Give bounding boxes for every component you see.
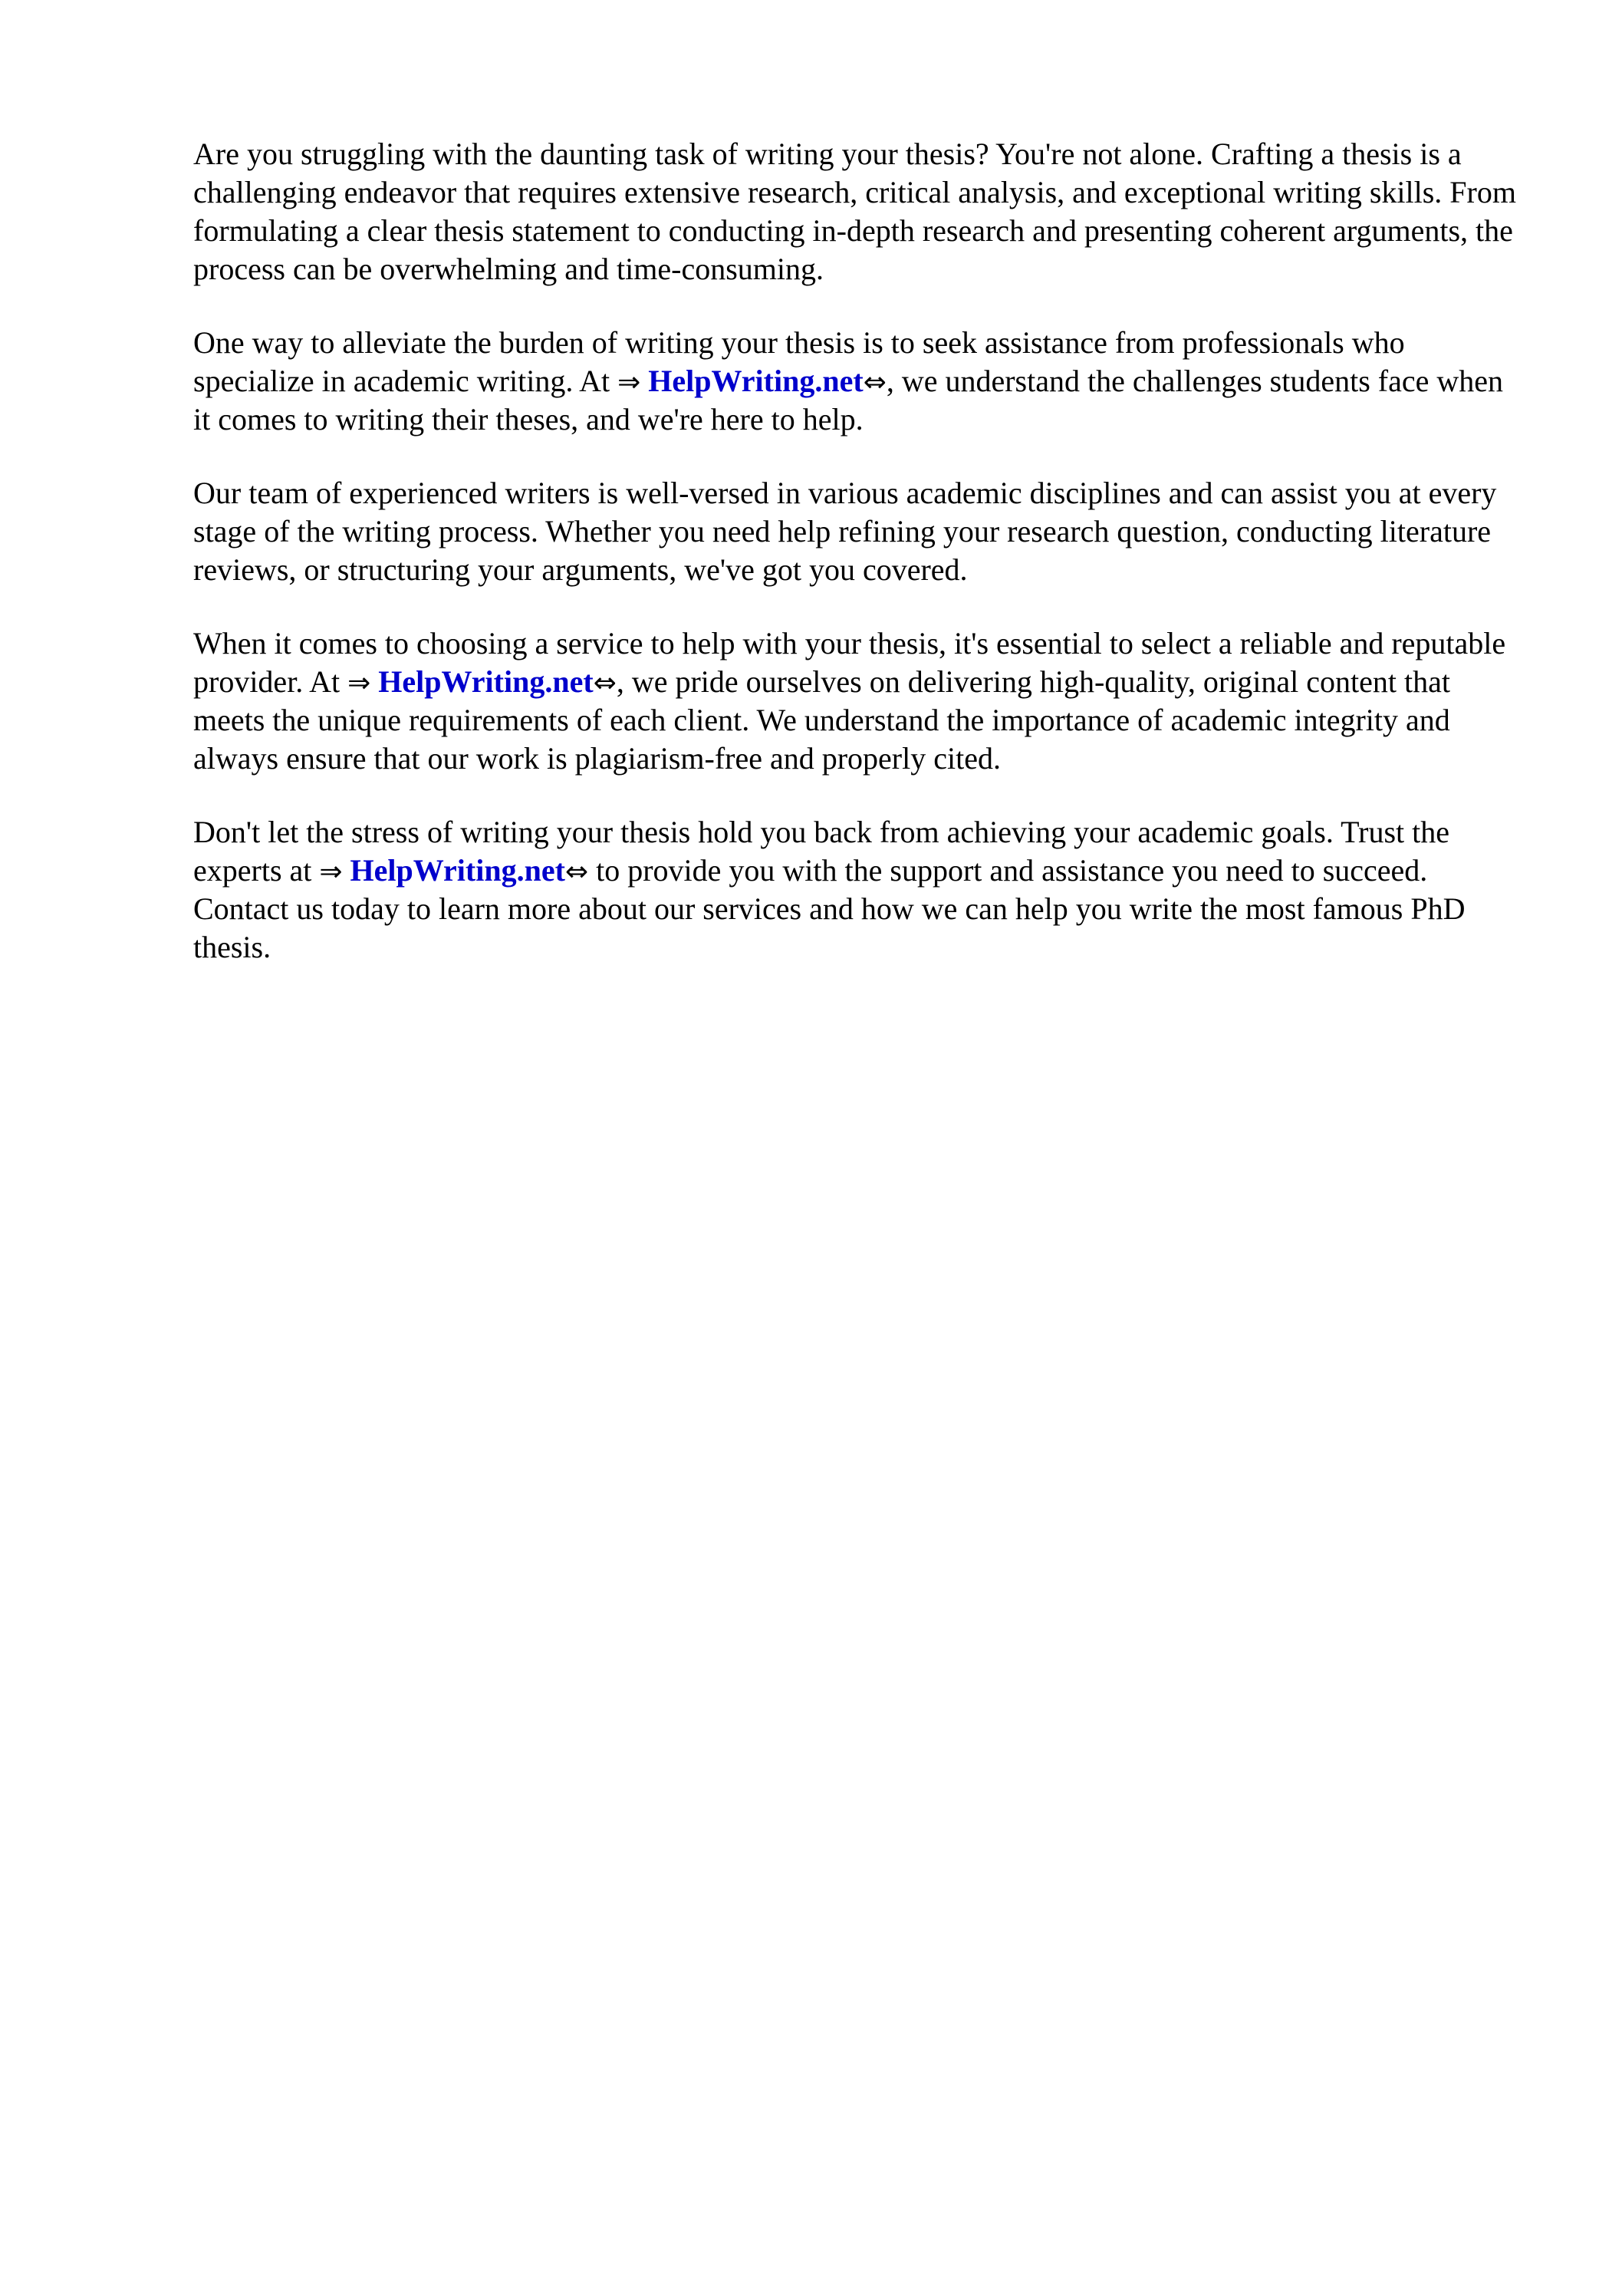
left-right-double-arrow-icon: ⇔ bbox=[564, 856, 589, 888]
left-right-double-arrow-icon: ⇔ bbox=[593, 667, 617, 699]
helpwriting-link[interactable]: HelpWriting.net bbox=[350, 853, 565, 888]
paragraph-text-after: , we understand the challenges students face when it comes to writing their theses, and we're here to help. bbox=[193, 364, 1504, 436]
helpwriting-link[interactable]: HelpWriting.net bbox=[378, 664, 594, 699]
paragraph-intro bbox=[193, 135, 1528, 288]
left-right-double-arrow-icon: ⇔ bbox=[863, 367, 887, 398]
right-double-arrow-icon: ⇒ bbox=[617, 367, 641, 398]
helpwriting-link[interactable]: HelpWriting.net bbox=[648, 364, 864, 398]
paragraph-text-before: Don't let the stress of writing your thesis hold you back from achieving your academic goals. Trust the experts at bbox=[193, 815, 1450, 888]
document-body bbox=[193, 135, 1528, 1002]
paragraph-text-after: to provide you with the support and assistance you need to succeed. Contact us today to learn more about our services and how we can help you write the most famous PhD thesis. bbox=[193, 853, 1466, 964]
paragraph-team bbox=[193, 474, 1528, 589]
right-double-arrow-icon: ⇒ bbox=[319, 856, 343, 888]
paragraph-text-before: One way to alleviate the burden of writing your thesis is to seek assistance from professionals who specialize in academic writing. At bbox=[193, 325, 1405, 398]
paragraph-text-before: When it comes to choosing a service to help with your thesis, it's essential to select a reliable and reputable provider. At bbox=[193, 626, 1506, 699]
paragraph-text: Are you struggling with the daunting task of writing your thesis? You're not alone. Crafting a thesis is a challenging endeavor that requires extensive research, critical analysis, and exceptional writing skills. From formulating a clear thesis statement to conducting in-depth research and presenting coherent arguments, the process can be overwhelming and time-consuming. bbox=[193, 137, 1516, 286]
paragraph-closing bbox=[193, 813, 1528, 967]
paragraph-text: Our team of experienced writers is well-versed in various academic disciplines and can assist you at every stage of the writing process. Whether you need help refining your research question, conducting literature reviews, or structuring your arguments, we've got you covered. bbox=[193, 476, 1497, 587]
paragraph-choosing bbox=[193, 624, 1528, 778]
right-double-arrow-icon: ⇒ bbox=[347, 667, 371, 699]
paragraph-assistance bbox=[193, 324, 1528, 439]
paragraph-text-after: , we pride ourselves on delivering high-quality, original content that meets the unique requirements of each client. We understand the importance of academic integrity and always ensure that our work is plagiarism-free and properly cited. bbox=[193, 664, 1450, 776]
